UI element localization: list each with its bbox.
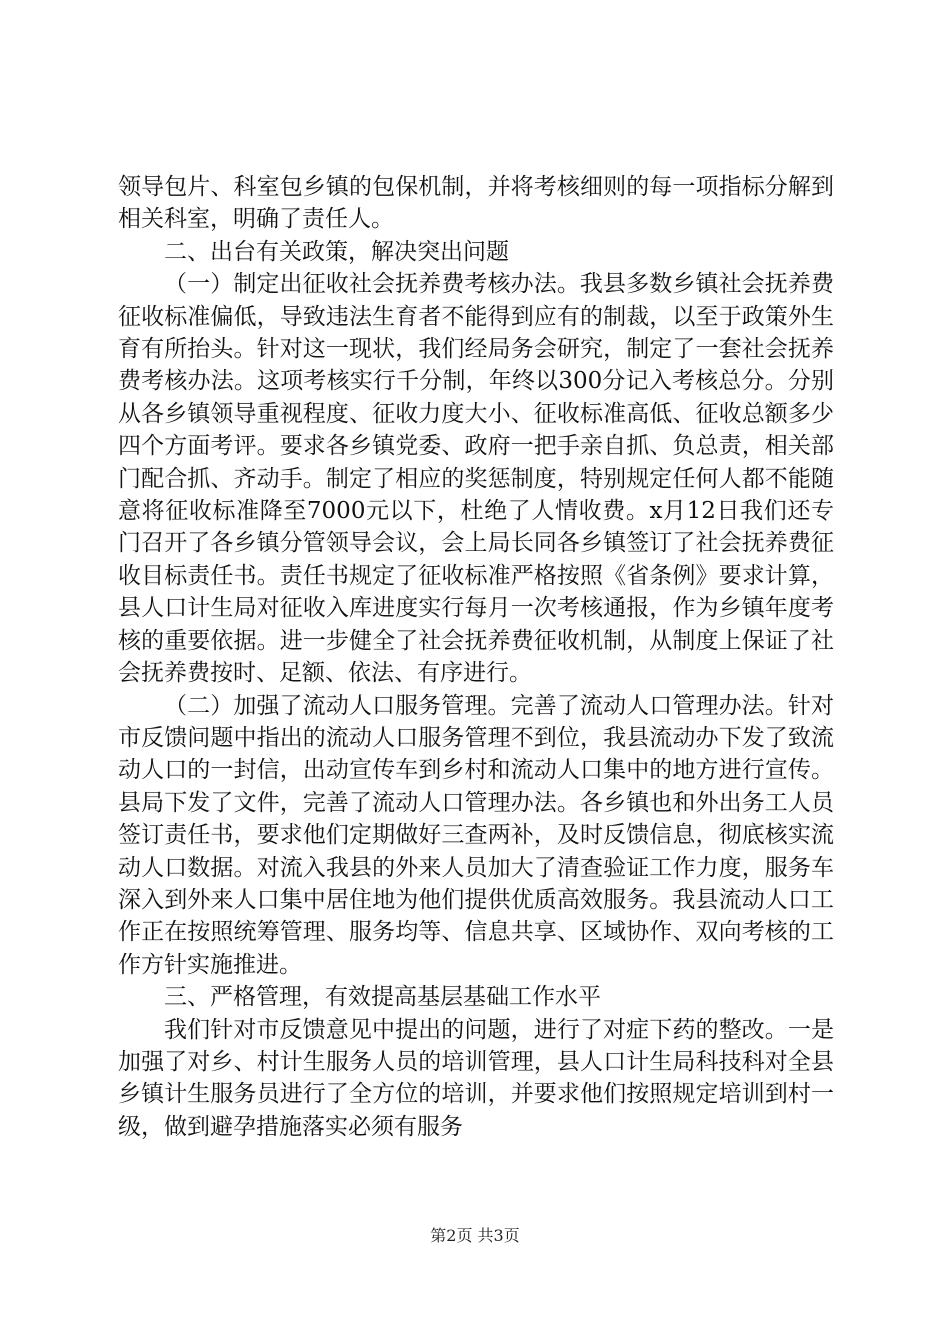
paragraph-rectification: 我们针对市反馈意见中提出的问题，进行了对症下药的整改。一是加强了对乡、村计生服务人员的培训管理，县人口计生局科技科对全县乡镇计生服务员进行了全方位的培训，并要求他们按照规定培训到村一级，做到避孕措施落实必须有服务	[118, 1016, 834, 1140]
section-heading-3: 三、严格管理，有效提高基层基础工作水平	[164, 984, 601, 1011]
paragraph-assessment-method: （一）制定出征收社会抚养费考核办法。我县多数乡镇社会抚养费征收标准偏低，导致违法生育者不能得到应有的制裁，以至于政策外生育有所抬头。针对这一现状，我们经局务会研究，制定了一套社会抚养费考核办法。这项考核实行千分制，年终以300分记入考核总分。分别从各乡镇领导重视程度、征收力度大小、征收标准高低、征收总额多少四个方面考评。要求各乡镇党委、政府一把手亲自抓、负总责，相关部门配合抓、齐动手。制定了相应的奖惩制度，特别规定任何人都不能随意将征收标准降至7000元以下，杜绝了人情收费。x月12日我们还专门召开了各乡镇分管领导会议，会上局长同各乡镇签订了社会抚养费征收目标责任书。责任书规定了征收标准严格按照《省条例》要求计算，县人口计生局对征收入库进度实行每月一次考核通报，作为乡镇年度考核的重要依据。进一步健全了社会抚养费征收机制，从制度上保证了社会抚养费按时、足额、依法、有序进行。	[118, 271, 834, 687]
section-heading-2: 二、出台有关政策，解决突出问题	[164, 238, 509, 265]
page-footer: 第2页 共3页	[430, 1226, 520, 1245]
paragraph-floating-population: （二）加强了流动人口服务管理。完善了流动人口管理办法。针对市反馈问题中指出的流动人口服务管理不到位，我县流动办下发了致流动人口的一封信，出动宣传车到乡村和流动人口集中的地方进行宣传。县局下发了文件，完善了流动人口管理办法。各乡镇也和外出务工人员签订责任书，要求他们定期做好三查两补，及时反馈信息，彻底核实流动人口数据。对流入我县的外来人员加大了清查验证工作力度，服务车深入到外来人口集中居住地为他们提供优质高效服务。我县流动人口工作正在按照统筹管理、服务均等、信息共享、区域协作、双向考核的工作方针实施推进。	[118, 692, 834, 978]
document-body	[118, 171, 834, 1143]
paragraph-continuation: 领导包片、科室包乡镇的包保机制，并将考核细则的每一项指标分解到相关科室，明确了责任人。	[118, 174, 834, 233]
